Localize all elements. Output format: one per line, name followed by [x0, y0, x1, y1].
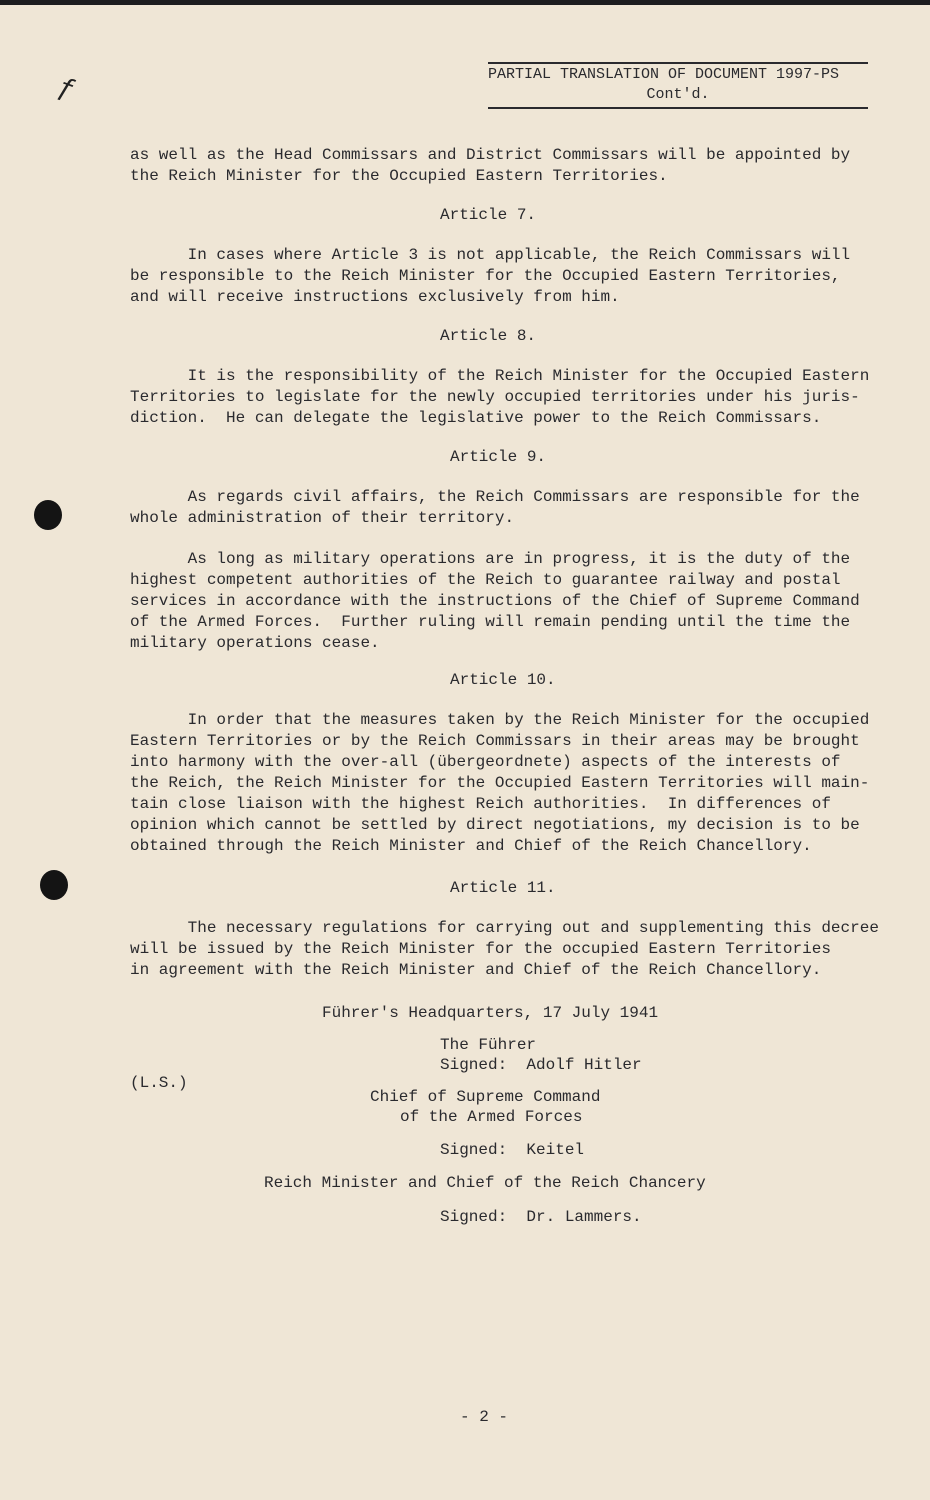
article-9-text-1: As regards civil affairs, the Reich Commissars are responsible for the whole administration of their territory. [130, 488, 860, 527]
fuhrer-title: The Führer [440, 1036, 537, 1054]
article-11-heading: Article 11. [450, 879, 556, 897]
article-7-text: In cases where Article 3 is not applicable, the Reich Commissars will be responsible to the Reich Minister for the Occupied Eastern Territories, and will receive instructions exclusively from him. [130, 246, 851, 306]
ls-seal-mark: (L.S.) [130, 1074, 188, 1092]
article-9-text-2: As long as military operations are in progress, it is the duty of the highest competent authorities of the Reich to guarantee railway and postal services in accordance with the instructions of the Chief of Supreme Command of the Armed Forces. Further ruling will remain pending until the time the military operations cease. [130, 550, 860, 652]
lammers-title: Reich Minister and Chief of the Reich Chancery [264, 1174, 706, 1192]
fuhrer-signature: Signed: Adolf Hitler [440, 1056, 642, 1074]
article-10-text: In order that the measures taken by the Reich Minister for the occupied Eastern Territories or by the Reich Commissars in their areas may be brought into harmony with the over-all (übergeordnete) aspects of the interests of the Reich, the Reich Minister for the Occupied Eastern Territories will main- tain close liaison with the highest Reich authorities. In differences of opinion which cannot be settled by direct negotiations, my decision is to be obtained through the Reich Minister and Chief of the Reich Chancellory. [130, 711, 870, 855]
article-7-heading: Article 7. [440, 206, 537, 224]
lammers-signature: Signed: Dr. Lammers. [440, 1208, 642, 1226]
article-11-text: The necessary regulations for carrying out and supplementing this decree will be issued by the Reich Minister for the occupied Eastern Territories in agreement with the Reich Minister and Chief of the Reich Chancellory. [130, 919, 879, 979]
place-date: Führer's Headquarters, 17 July 1941 [322, 1004, 659, 1022]
intro-paragraph: as well as the Head Commissars and District Commissars will be appointed by the Reich Minister for the Occupied Eastern Territories. [130, 146, 851, 185]
keitel-title-line-1: Chief of Supreme Command [370, 1088, 601, 1106]
continued-label: Cont'd. [646, 86, 710, 103]
page-number: - 2 - [460, 1408, 509, 1426]
article-9-heading: Article 9. [450, 448, 547, 466]
article-10-heading: Article 10. [450, 671, 556, 689]
document-header [488, 62, 868, 109]
keitel-signature: Signed: Keitel [440, 1141, 585, 1159]
punch-hole-upper [34, 500, 62, 530]
document-title: PARTIAL TRANSLATION OF DOCUMENT 1997-PS [488, 66, 840, 83]
keitel-title-line-2: of the Armed Forces [400, 1108, 583, 1126]
article-8-text: It is the responsibility of the Reich Minister for the Occupied Eastern Territories to legislate for the newly occupied territories under his juris- diction. He can delegate the legislative power to the Reich Commissars. [130, 367, 870, 427]
punch-hole-lower [40, 870, 68, 900]
pencil-mark: ƒ [53, 72, 80, 107]
top-edge-bar [0, 0, 930, 5]
article-8-heading: Article 8. [440, 327, 537, 345]
